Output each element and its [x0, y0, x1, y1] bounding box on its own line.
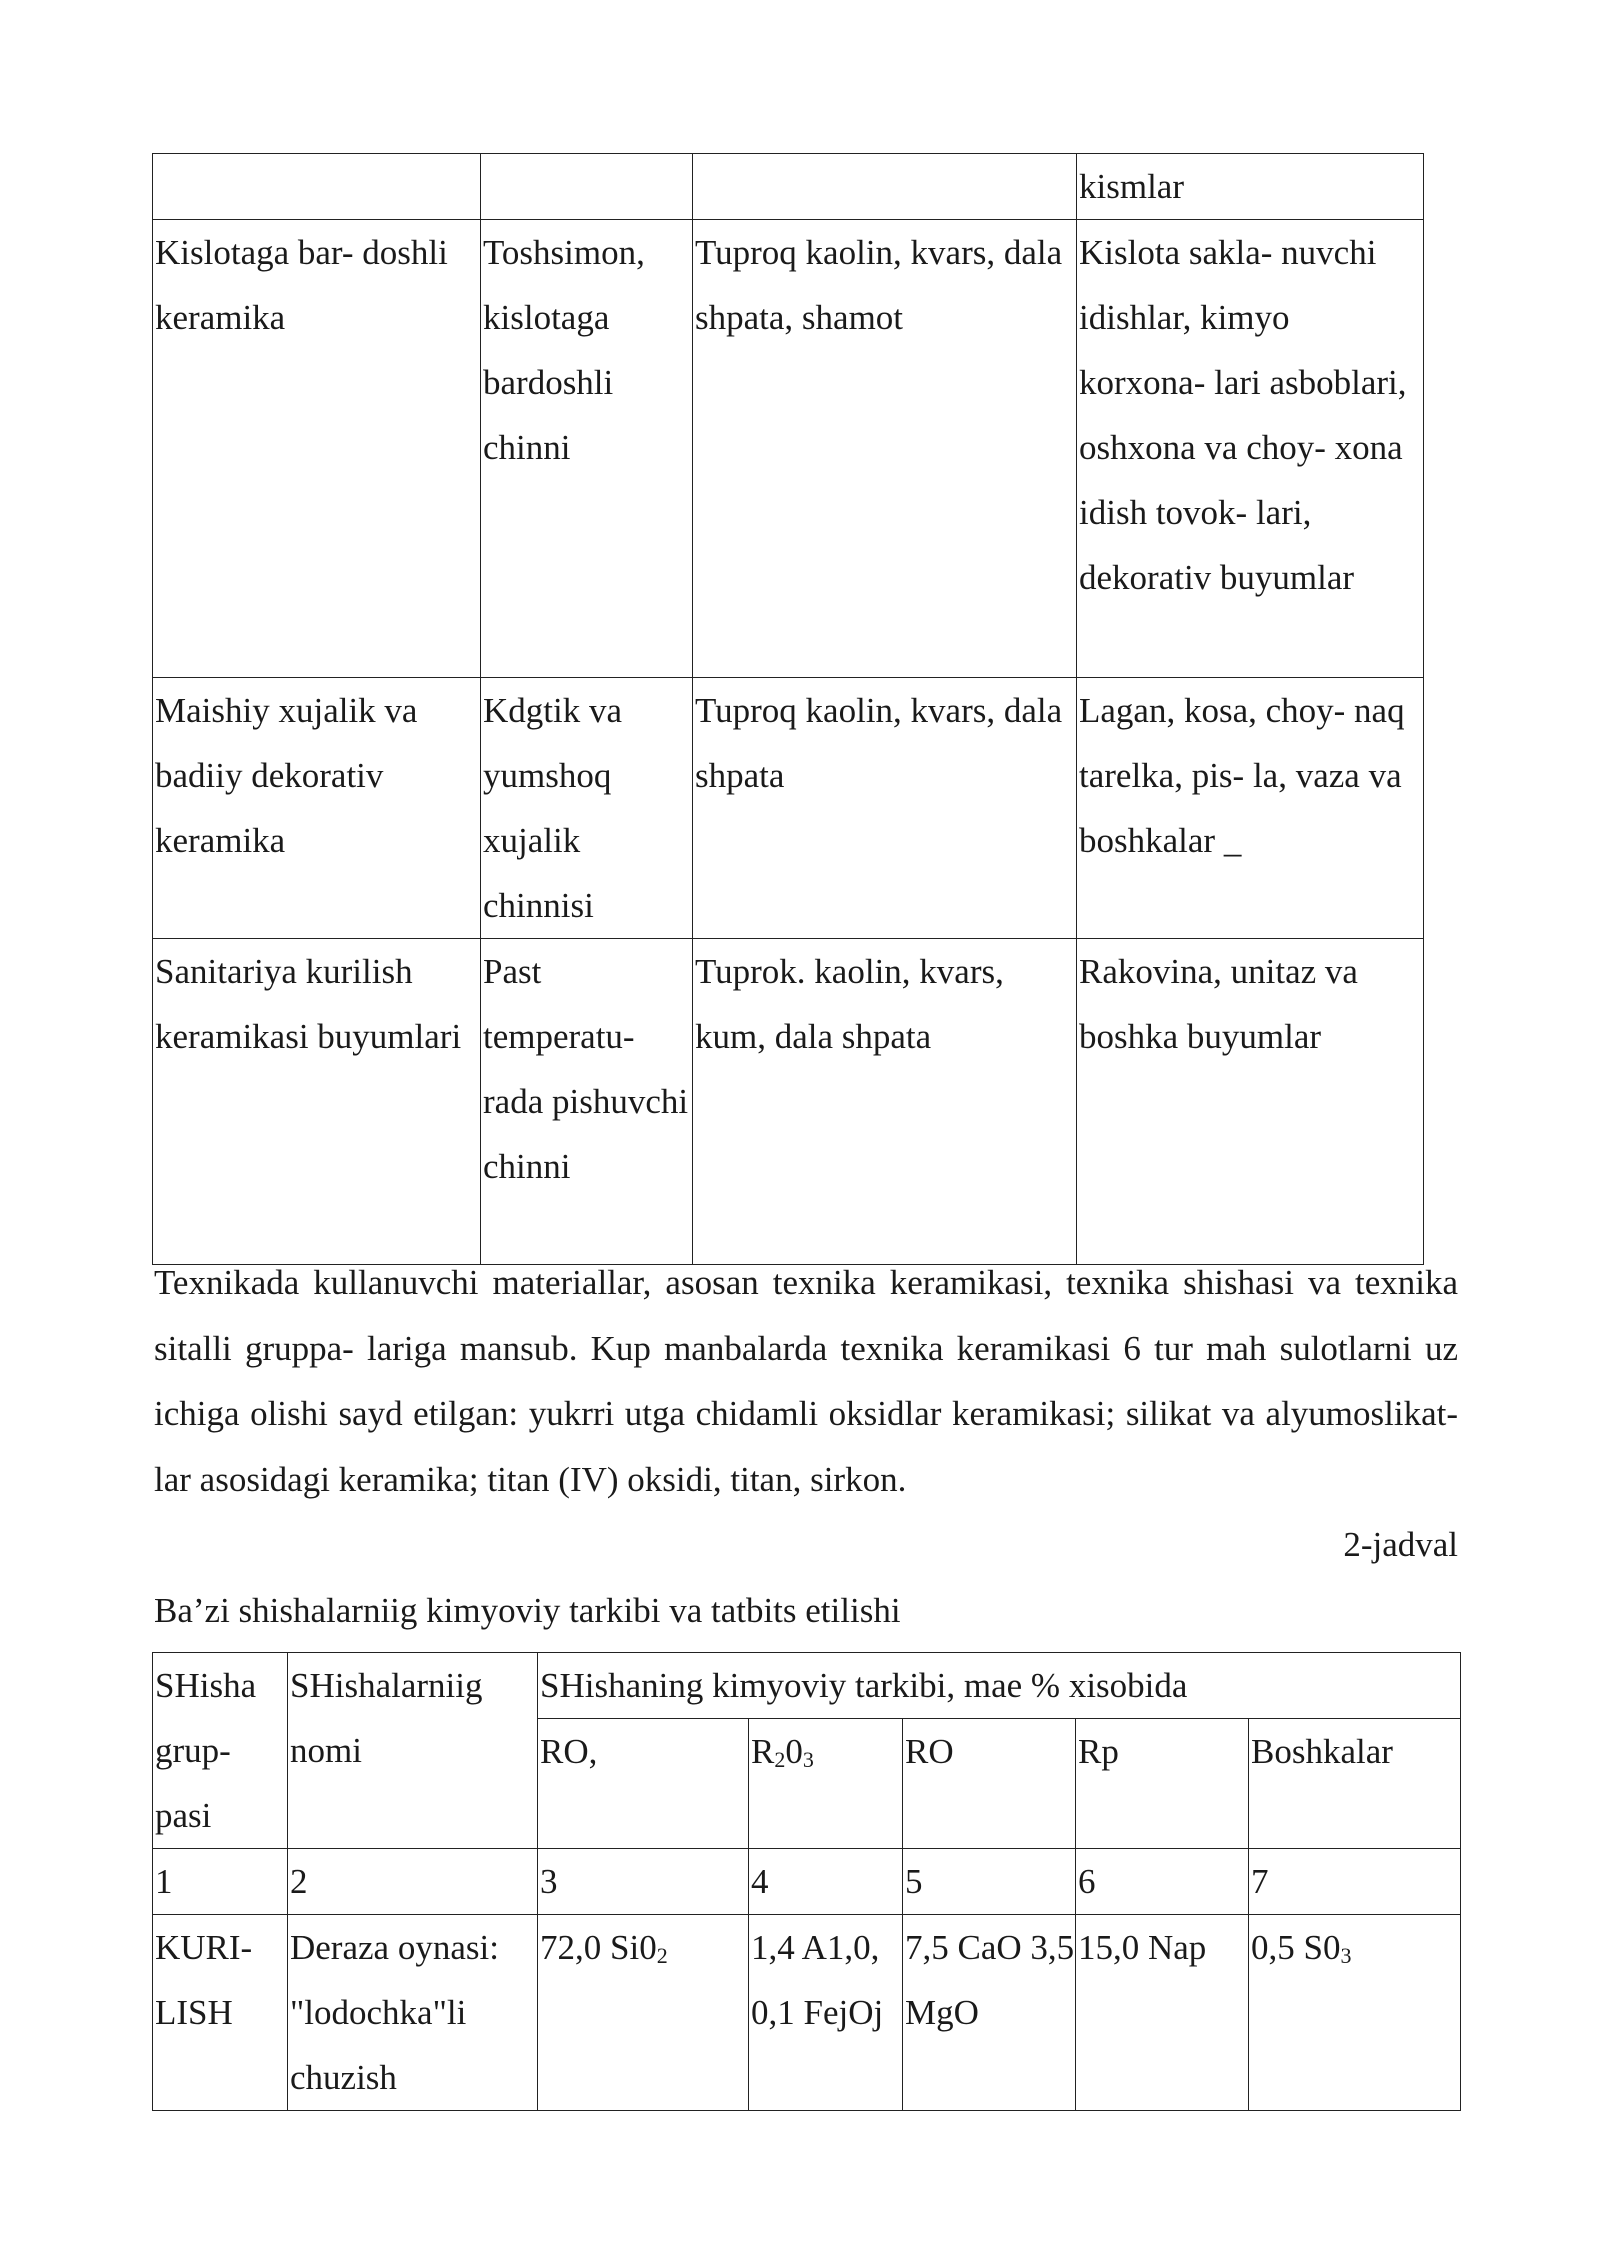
subheader-cell: RO	[903, 1719, 1076, 1849]
table-row	[153, 678, 1424, 939]
subheader-cell: Rp	[1076, 1719, 1249, 1849]
table-row	[153, 1915, 1461, 2111]
header-composition: SHishaning kimyoviy tarkibi, mae % xisobida	[538, 1653, 1461, 1719]
table-row	[153, 220, 1424, 678]
table-cell: 1,4 A1,0, 0,1 FejOj	[749, 1915, 903, 2111]
table-cell: Tuproq kaolin, kvars, dala shpata	[693, 678, 1077, 939]
table-cell: KURI- LISH	[153, 1915, 288, 2111]
number-cell: 4	[749, 1849, 903, 1915]
table-cell: Deraza oynasi: "lodochka"li chuzish	[288, 1915, 538, 2111]
table-cell	[153, 154, 481, 220]
number-cell: 1	[153, 1849, 288, 1915]
table-number-row	[153, 1849, 1461, 1915]
cell-text: 72,0 Si0	[540, 1928, 657, 1967]
table-cell: Lagan, kosa, choy- naq tarelka, pis- la, vaza va boshkalar _	[1077, 678, 1424, 939]
table-cell: Sanitariya kurilish keramikasi buyumlari	[153, 939, 481, 1265]
header-name: SHishalarniig nomi	[288, 1653, 538, 1849]
table-cell: Tuprok. kaolin, kvars, kum, dala shpata	[693, 939, 1077, 1265]
table-cell	[538, 1915, 749, 2111]
table-cell: Tuproq kaolin, kvars, dala shpata, shamot	[693, 220, 1077, 678]
number-cell: 2	[288, 1849, 538, 1915]
table-cell	[1249, 1915, 1461, 2111]
table-cell: Past temperatu- rada pishuvchi chinni	[481, 939, 693, 1265]
header-group: SHisha grup- pasi	[153, 1653, 288, 1849]
table-cell: Kdgtik va yumshoq xujalik chinnisi	[481, 678, 693, 939]
table-cell	[481, 154, 693, 220]
subheader-cell	[749, 1719, 903, 1849]
table-row	[153, 939, 1424, 1265]
table-caption: Ba’zi shishalarniig kimyoviy tarkibi va tatbits etilishi	[154, 1591, 901, 1630]
table-cell	[693, 154, 1077, 220]
subscript: 2	[774, 1747, 786, 1772]
subheader-text: R	[751, 1732, 775, 1771]
subscript: 2	[656, 1943, 668, 1968]
table-cell: Toshsimon, kislotaga bardoshli chinni	[481, 220, 693, 678]
number-cell: 7	[1249, 1849, 1461, 1915]
table-cell: 7,5 CaO 3,5 MgO	[903, 1915, 1076, 2111]
table-cell: Kislotaga bar- doshli keramika	[153, 220, 481, 678]
body-paragraph: Texnikada kullanuvchi materiallar, asosan texnika keramikasi, texnika shishasi va texnika sitalli gruppa- lariga mansub. Kup manbalarda texnika keramikasi 6 tur mah sulotlarni uz ichiga olishi sayd etilgan: yukrri utga chidamli oksidlar keramikasi; silikat va alyumoslikat- lar asosidagi keramika; titan (IV) oksidi, titan, sirkon.	[154, 1263, 1458, 1499]
table-header-row	[153, 1653, 1461, 1719]
materials-table	[152, 153, 1424, 1265]
table-cell: Maishiy xujalik va badiiy dekorativ keramika	[153, 678, 481, 939]
subscript: 3	[802, 1747, 814, 1772]
subheader-cell: RO,	[538, 1719, 749, 1849]
table-cell: Kislota sakla- nuvchi idishlar, kimyo korxona- lari asboblari, oshxona va choy- xona idish tovok- lari, dekorativ buyumlar	[1077, 220, 1424, 678]
subheader-text: 0	[785, 1732, 803, 1771]
cell-text: 0,5 S0	[1251, 1928, 1341, 1967]
number-cell: 3	[538, 1849, 749, 1915]
number-cell: 5	[903, 1849, 1076, 1915]
table-row	[153, 154, 1424, 220]
subscript: 3	[1340, 1943, 1352, 1968]
number-cell: 6	[1076, 1849, 1249, 1915]
table-cell: 15,0 Nap	[1076, 1915, 1249, 2111]
glass-composition-table	[152, 1652, 1461, 2111]
subheader-cell: Boshkalar	[1249, 1719, 1461, 1849]
table-cell: Rakovina, unitaz va boshka buyumlar	[1077, 939, 1424, 1265]
table-cell: kismlar	[1077, 154, 1424, 220]
table-number-label: 2-jadval	[1343, 1525, 1458, 1564]
